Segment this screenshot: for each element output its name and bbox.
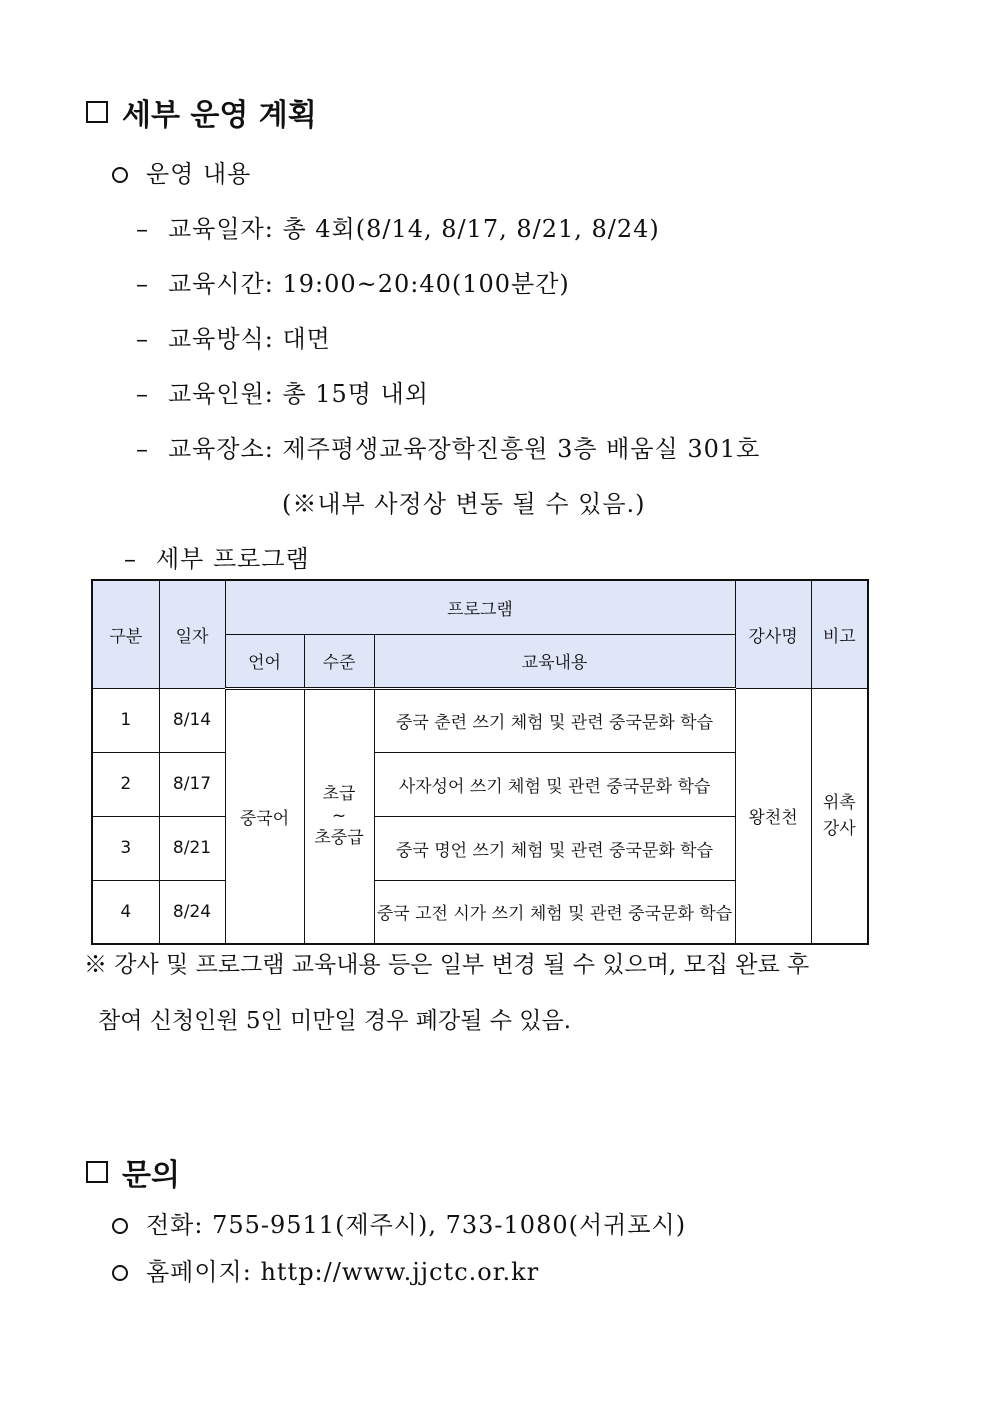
program-table [91,579,869,945]
list-item: – 교육장소: 제주평생교육장학진흥원 3층 배움실 301호 [136,435,761,463]
cell-no: 4 [92,880,159,944]
section-heading-inquiry [86,1150,180,1194]
remark-line2: 강사 [822,818,856,839]
cell-no: 2 [92,752,159,816]
list-item: – 교육인원: 총 15명 내외 [136,380,429,408]
list-item: – 교육방식: 대면 [136,325,331,353]
header-level: 수준 [304,634,374,688]
cell-no: 3 [92,816,159,880]
header-instructor: 강사명 [735,580,811,688]
cell-date: 8/24 [159,880,225,944]
level-top: 초급 [322,784,356,805]
cell-date: 8/17 [159,752,225,816]
cell-content: 중국 고전 시가 쓰기 체험 및 관련 중국문화 학습 [374,880,735,944]
checkbox-square-icon [86,101,108,123]
item-capacity: 교육인원: 총 15명 내외 [168,380,429,408]
header-no: 구분 [92,580,159,688]
list-item: – 교육시간: 19:00~20:40(100분간) [136,270,570,298]
cell-date: 8/21 [159,816,225,880]
header-program: 프로그램 [225,580,735,634]
program-label: – 세부 프로그램 [124,545,310,573]
program-label-text: 세부 프로그램 [156,545,310,573]
cell-date: 8/14 [159,688,225,752]
header-content: 교육내용 [374,634,735,688]
cell-content: 사자성어 쓰기 체험 및 관련 중국문화 학습 [374,752,735,816]
cell-instructor: 왕천천 [735,688,811,944]
section-title: 문의 [122,1158,180,1193]
item-time: 교육시간: 19:00~20:40(100분간) [168,270,570,298]
contact-phone [112,1205,686,1240]
level-tilde: ~ [331,806,347,827]
cell-no: 1 [92,688,159,752]
location-note: (※내부 사정상 변동 될 수 있음.) [282,490,646,518]
level-bottom: 초중급 [314,828,364,849]
section-title: 세부 운영 계획 [122,98,317,133]
cell-content: 중국 명언 쓰기 체험 및 관련 중국문화 학습 [374,816,735,880]
remark-line1: 위촉 [822,792,856,813]
cell-remark [811,688,868,944]
header-language: 언어 [225,634,304,688]
homepage-text: 홈페이지: http://www.jjctc.or.kr [146,1258,540,1286]
phone-text: 전화: 755-9511(제주시), 733-1080(서귀포시) [146,1211,687,1239]
circle-bullet-icon [112,1265,128,1281]
cell-level [304,688,374,944]
item-date: 교육일자: 총 4회(8/14, 8/17, 8/21, 8/24) [168,215,660,243]
cell-content: 중국 춘련 쓰기 체험 및 관련 중국문화 학습 [374,688,735,752]
header-remark: 비고 [811,580,868,688]
circle-bullet-icon [112,1218,128,1234]
item-method: 교육방식: 대면 [168,325,331,353]
cell-language: 중국어 [225,688,304,944]
notice-line1: ※ 강사 및 프로그램 교육내용 등은 일부 변경 될 수 있으며, 모집 완료 후 [84,952,810,978]
header-date: 일자 [159,580,225,688]
checkbox-square-icon [86,1161,108,1183]
section-heading-plan [86,90,317,134]
contact-homepage [112,1252,539,1287]
subsection-title: 운영 내용 [146,160,252,188]
list-item: – 교육일자: 총 4회(8/14, 8/17, 8/21, 8/24) [136,215,660,243]
notice-line2: 참여 신청인원 5인 미만일 경우 폐강될 수 있음. [98,1008,572,1034]
circle-bullet-icon [112,167,128,183]
table-row [92,688,868,752]
item-location: 교육장소: 제주평생교육장학진흥원 3층 배움실 301호 [168,435,761,463]
subsection-heading [112,154,251,189]
